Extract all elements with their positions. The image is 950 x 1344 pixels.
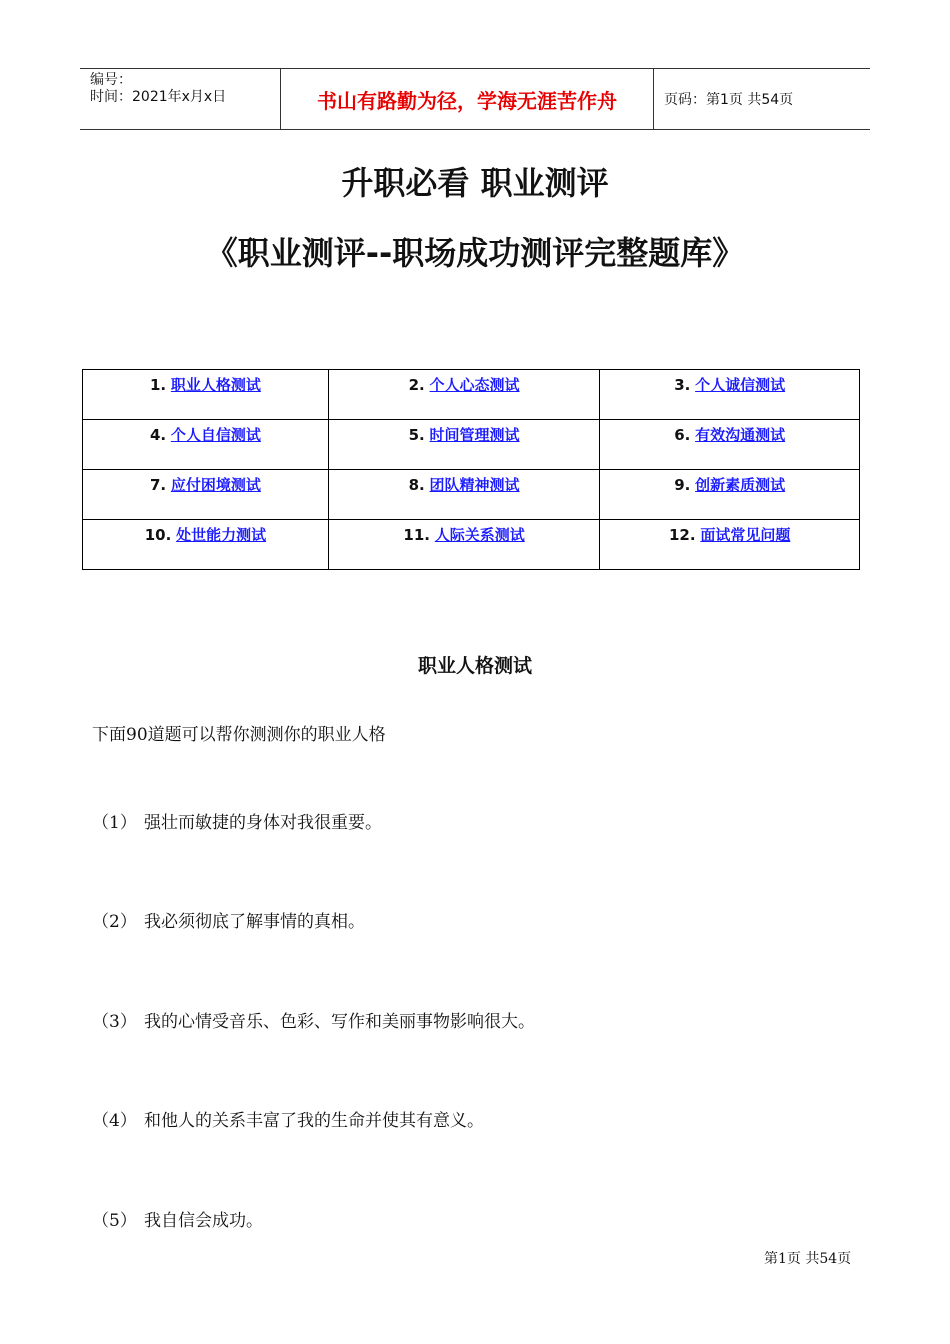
toc-cell <box>328 470 599 520</box>
toc-number: 5. <box>408 426 425 444</box>
toc-link[interactable]: 团队精神测试 <box>429 476 520 494</box>
section-title: 职业人格测试 <box>417 655 532 677</box>
question-text: 强壮而敏捷的身体对我很重要。 <box>144 813 382 833</box>
question-text: 我必须彻底了解事情的真相。 <box>144 912 365 932</box>
page-title: 升职必看 职业测评 <box>341 164 609 202</box>
toc-row <box>83 370 860 420</box>
toc-number: 3. <box>674 376 691 394</box>
toc-cell <box>83 370 329 420</box>
toc-row <box>83 470 860 520</box>
question-item <box>92 1007 535 1032</box>
question-text: 我自信会成功。 <box>144 1211 263 1231</box>
toc-link[interactable]: 有效沟通测试 <box>695 426 786 444</box>
question-number: （5） <box>92 1211 137 1231</box>
toc-link[interactable]: 应付困境测试 <box>170 476 261 494</box>
toc-cell <box>600 520 860 570</box>
question-item <box>92 1206 263 1231</box>
page-label: 页码：第1页 共54页 <box>664 92 794 108</box>
question-text: 我的心情受音乐、色彩、写作和美丽事物影响很大。 <box>144 1012 535 1032</box>
question-number: （3） <box>92 1012 137 1032</box>
toc-number: 11. <box>403 526 430 544</box>
toc-table <box>82 369 860 570</box>
toc-link[interactable]: 创新素质测试 <box>695 476 786 494</box>
time-label: 时间：2021年x月x日 <box>90 89 227 105</box>
toc-cell <box>600 370 860 420</box>
toc-cell <box>328 420 599 470</box>
toc-cell <box>83 470 329 520</box>
header-motto <box>280 69 654 129</box>
question-number: （2） <box>92 912 137 932</box>
question-item <box>92 907 365 932</box>
toc-number: 9. <box>674 476 691 494</box>
toc-number: 4. <box>149 426 167 444</box>
toc-number: 12. <box>668 526 696 544</box>
toc-cell <box>328 520 599 570</box>
toc-number: 7. <box>149 476 167 494</box>
toc-link[interactable]: 职业人格测试 <box>170 376 261 394</box>
toc-link[interactable]: 个人自信测试 <box>170 426 261 444</box>
question-number: （4） <box>92 1111 137 1131</box>
question-item <box>92 1106 484 1131</box>
toc-number: 6. <box>674 426 691 444</box>
toc-link[interactable]: 面试常见问题 <box>700 526 791 544</box>
toc-link[interactable]: 人际关系测试 <box>434 526 525 544</box>
toc-link[interactable]: 个人诚信测试 <box>695 376 786 394</box>
toc-link[interactable]: 处世能力测试 <box>176 526 267 544</box>
page-footer: 第1页 共54页 <box>764 1251 852 1267</box>
toc-row <box>83 420 860 470</box>
toc-link[interactable]: 个人心态测试 <box>429 376 520 394</box>
question-number: （1） <box>92 813 137 833</box>
toc-cell <box>328 370 599 420</box>
toc-row <box>83 520 860 570</box>
page-subtitle: 《职业测评--职场成功测评完整题库》 <box>205 234 745 272</box>
toc-cell <box>600 470 860 520</box>
toc-number: 2. <box>408 376 425 394</box>
toc-cell <box>600 420 860 470</box>
toc-number: 8. <box>408 476 425 494</box>
question-item <box>92 808 382 833</box>
question-text: 和他人的关系丰富了我的生命并使其有意义。 <box>144 1111 484 1131</box>
document-header <box>80 68 870 130</box>
toc-link[interactable]: 时间管理测试 <box>429 426 520 444</box>
toc-number: 1. <box>149 376 167 394</box>
header-meta <box>80 69 280 129</box>
toc-number: 10. <box>144 526 172 544</box>
number-label: 编号： <box>90 72 132 88</box>
toc-cell <box>83 520 329 570</box>
header-page <box>654 69 870 129</box>
intro-text: 下面90道题可以帮你测测你的职业人格 <box>92 725 386 745</box>
toc-cell <box>83 420 329 470</box>
motto-text: 书山有路勤为径，学海无涯苦作舟 <box>317 88 617 113</box>
